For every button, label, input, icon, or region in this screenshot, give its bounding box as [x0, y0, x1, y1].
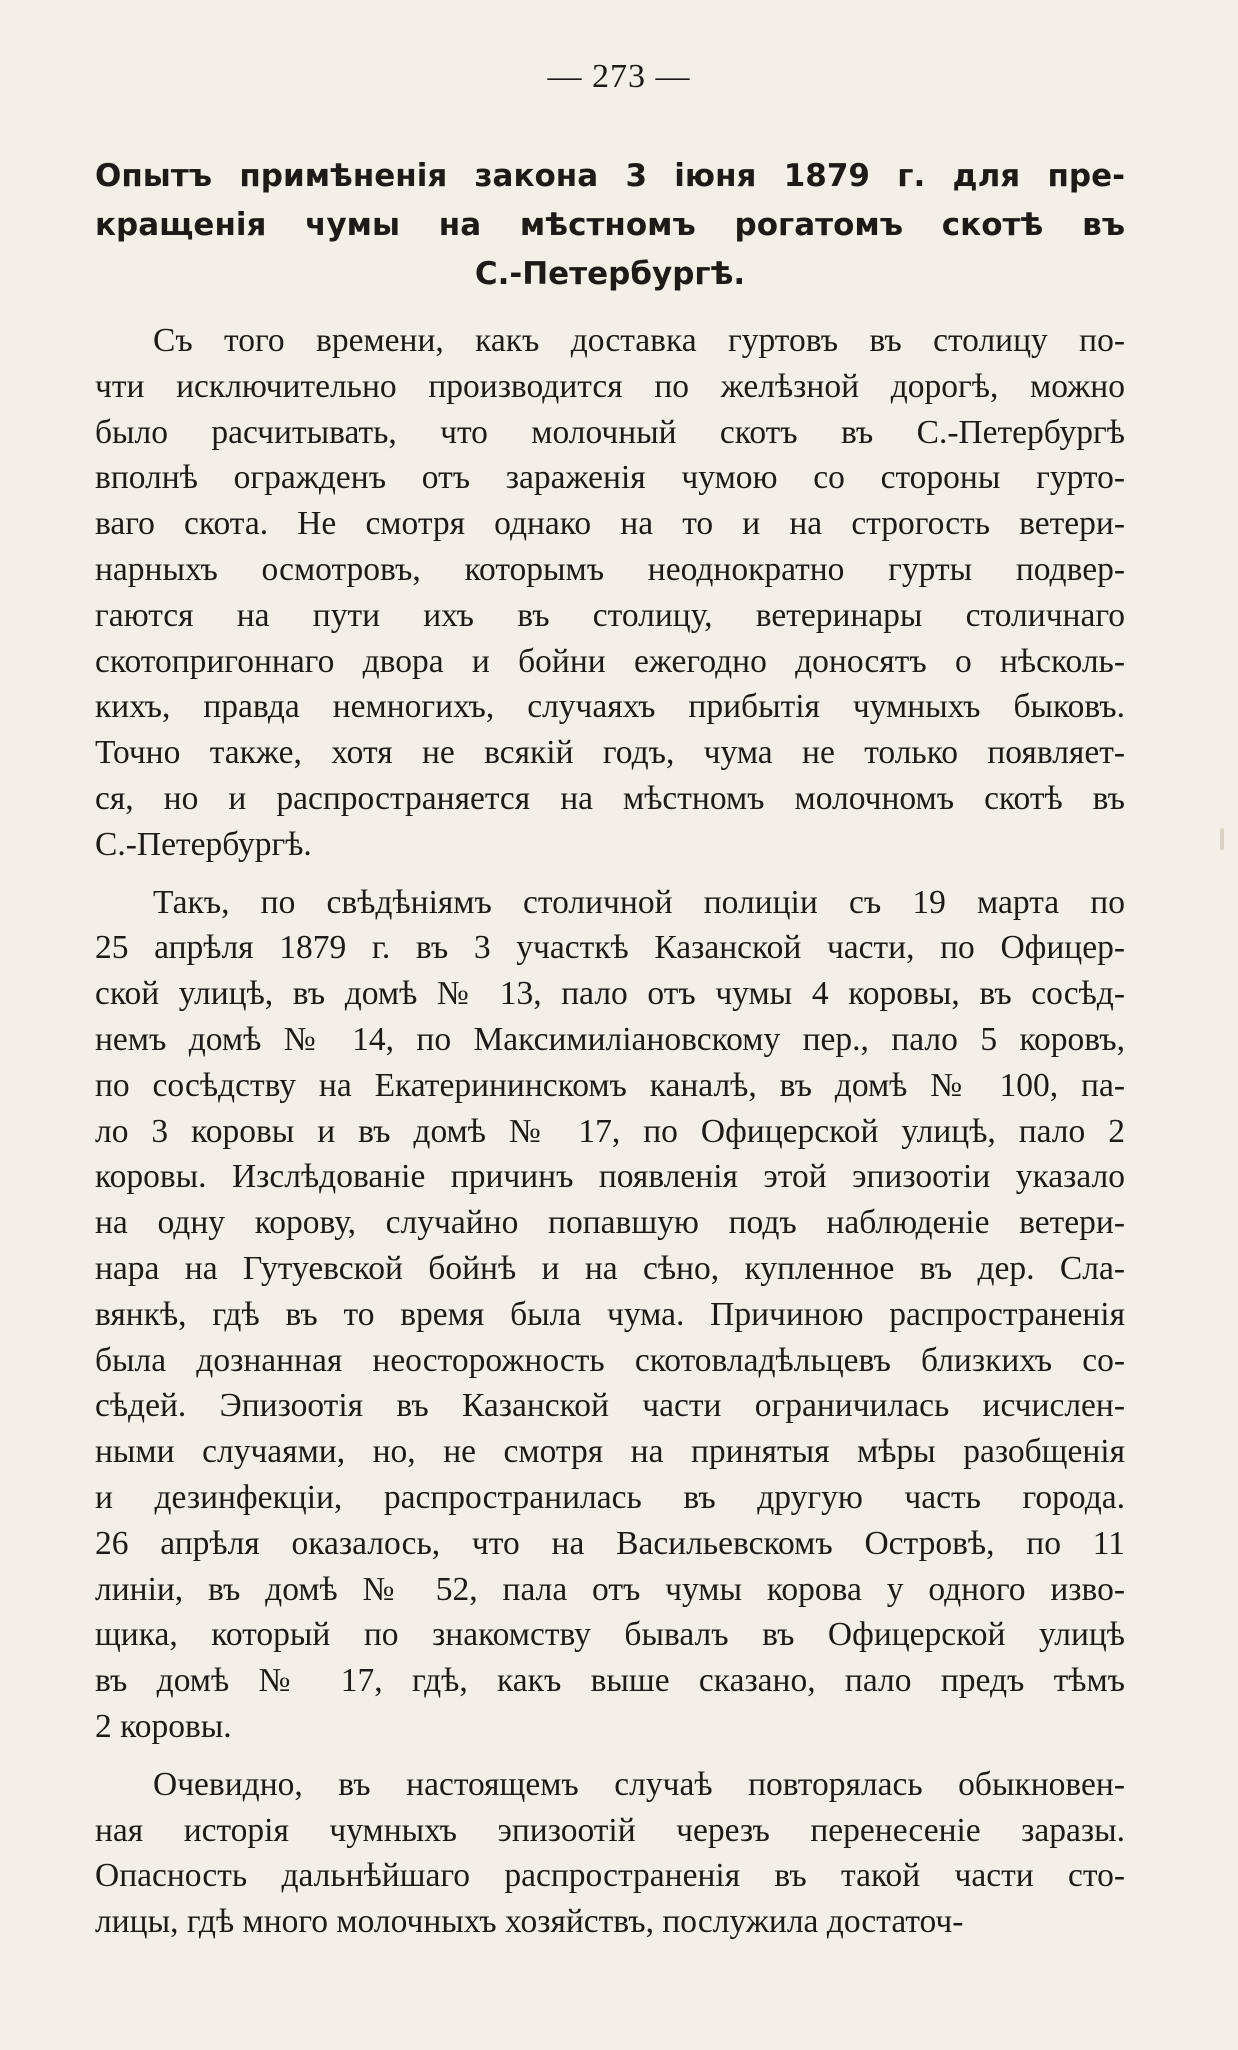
title-line: Опытъ примѣненія закона 3 іюня 1879 г. для пре-	[95, 158, 1125, 194]
body-text	[95, 318, 1125, 1945]
text-line: немъ домѣ № 14, по Максимиліановскому пер., пало 5 коровъ,	[95, 1020, 1125, 1058]
text-line: въ домѣ № 17, гдѣ, какъ выше сказано, пало предъ тѣмъ	[95, 1662, 1125, 1700]
paper-speck	[1220, 828, 1224, 850]
text-line: Очевидно, въ настоящемъ случаѣ повторялась обыкновен-	[153, 1765, 1125, 1803]
text-line: лицы, гдѣ много молочныхъ хозяйствъ, послужила достаточ-	[95, 1903, 964, 1941]
text-line: гаются на пути ихъ въ столицу, ветеринары столичнаго	[95, 596, 1125, 634]
page-number: — 273 —	[547, 58, 691, 95]
text-line: и дезинфекціи, распространилась въ другую часть города.	[95, 1478, 1125, 1516]
text-line: на одну корову, случайно попавшую подъ наблюденіе ветери-	[95, 1204, 1125, 1242]
text-line: вполнѣ огражденъ отъ зараженія чумою со стороны гурто-	[95, 459, 1125, 497]
text-line: Точно также, хотя не всякій годъ, чума не только появляет-	[95, 734, 1125, 772]
text-line: чти исключительно производится по желѣзной дорогѣ, можно	[95, 367, 1125, 405]
text-line: 2 коровы.	[95, 1707, 232, 1745]
title-line: кращенія чумы на мѣстномъ рогатомъ скотѣ въ	[95, 207, 1125, 243]
text-line: кихъ, правда немногихъ, случаяхъ прибытія чумныхъ быковъ.	[95, 688, 1125, 726]
text-line: 25 апрѣля 1879 г. въ 3 участкѣ Казанской части, по Офицер-	[95, 929, 1125, 967]
text-line: коровы. Изслѣдованіе причинъ появленія этой эпизоотіи указало	[95, 1158, 1125, 1196]
text-line: линіи, въ домѣ № 52, пала отъ чумы корова у одного изво-	[95, 1570, 1125, 1608]
text-line: нарныхъ осмотровъ, которымъ неоднократно гурты подвер-	[95, 550, 1125, 588]
text-line: ской улицѣ, въ домѣ № 13, пало отъ чумы 4 коровы, въ сосѣд-	[95, 975, 1125, 1013]
text-line: ся, но и распространяется на мѣстномъ молочномъ скотѣ въ	[95, 779, 1125, 817]
text-line: по сосѣдству на Екатерининскомъ каналѣ, въ домѣ № 100, па-	[95, 1066, 1125, 1104]
section-title	[95, 152, 1125, 299]
text-line: сѣдей. Эпизоотія въ Казанской части ограничилась исчислен-	[95, 1387, 1125, 1425]
paragraph	[95, 1762, 1125, 1945]
text-line: скотопригоннаго двора и бойни ежегодно доносятъ о нѣсколь-	[95, 642, 1125, 680]
text-line: вянкѣ, гдѣ въ то время была чума. Причиною распространенія	[95, 1295, 1125, 1333]
text-line: ваго скота. Не смотря однако на то и на строгость ветери-	[95, 505, 1125, 543]
text-line: С.-Петербургѣ.	[95, 825, 312, 863]
paragraph	[95, 880, 1125, 1750]
text-line: была дознанная неосторожность скотовладѣльцевъ близкихъ со-	[95, 1341, 1125, 1379]
text-line: Съ того времени, какъ доставка гуртовъ въ столицу по-	[153, 322, 1125, 359]
text-line: Опасность дальнѣйшаго распространенія въ такой части сто-	[95, 1857, 1125, 1895]
text-line: ными случаями, но, не смотря на принятыя мѣры разобщенія	[95, 1433, 1125, 1471]
paragraph	[95, 318, 1125, 868]
text-line: 26 апрѣля оказалось, что на Васильевскомъ Островѣ, по 11	[95, 1524, 1125, 1562]
text-line: ло 3 коровы и въ домѣ № 17, по Офицерской улицѣ, пало 2	[95, 1112, 1125, 1150]
text-line: нара на Гутуевской бойнѣ и на сѣно, купленное въ дер. Сла-	[95, 1249, 1125, 1287]
text-line: щика, который по знакомству бывалъ въ Офицерской улицѣ	[95, 1616, 1125, 1654]
text-line: было расчитывать, что молочный скотъ въ С.-Петербургѣ	[95, 413, 1125, 451]
text-line: Такъ, по свѣдѣніямъ столичной полиціи съ 19 марта по	[153, 883, 1125, 921]
text-line: ная исторія чумныхъ эпизоотій черезъ перенесеніе заразы.	[95, 1811, 1125, 1849]
title-line: С.-Петербургѣ.	[474, 256, 746, 292]
